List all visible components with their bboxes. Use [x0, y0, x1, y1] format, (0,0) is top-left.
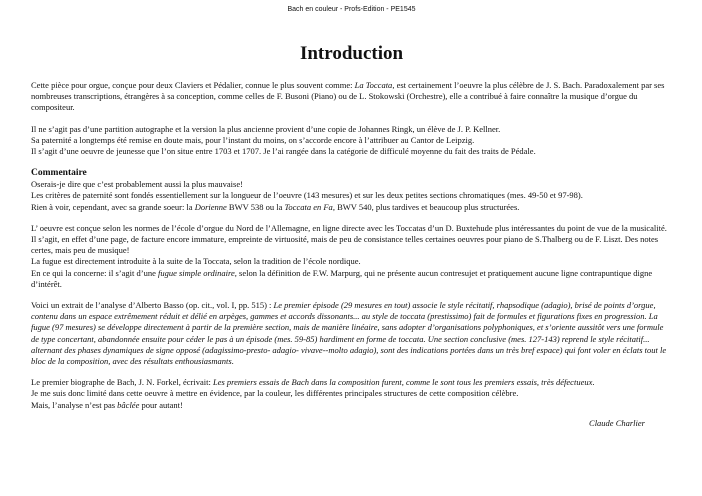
document-body — [31, 66, 672, 429]
intro-paragraph-2: Il ne s’agit pas d’une partition autographe et la version la plus ancienne provient d’une copie de Johannes Ringk, un élève de J. P. Kellner. Sa paternité a longtemps été remise en doute mais, pour l’instant du moins, on s’accorde encore à l’attribuer au Cantor de Leipzig. Il s’agit d’une oeuvre de jeunesse que l’on situe entre 1703 et 1707. Je l’ai rangée dans la catégorie de difficulé moyenne du fait des traits de Pédale. — [31, 123, 536, 157]
intro-paragraph-1: Cette pièce pour orgue, conçue pour deux Claviers et Pédalier, connue le plus souvent comme: La Toccata, est certainement l’oeuvre la plus célèbre de J. S. Bach. Paradoxalement par ses nombreuses transcriptions, étrangères à sa conception, comme celles de F. Busoni (Piano) ou de L. Stokowski (Orchestre), elle a contribué à faire connaître la musique d’orgue du compositeur. — [31, 80, 665, 113]
commentaire-paragraph-4-forkel: Le premier biographe de Bach, J. N. Forkel, écrivait: Les premiers essais de Bach dans la composition furent, comme le sont tous les premiers essais, très défectueux. Je me suis donc limité dans cette oeuvre à mettre en évidence, par la couleur, les différentes principales structures de cette composition célèbre. Mais, l’analyse n’est pas bâclée pour autant! — [31, 377, 595, 410]
author-signature: Claude Charlier — [589, 417, 645, 428]
page-title: Introduction — [299, 43, 404, 64]
commentaire-paragraph-2: L’ oeuvre est conçue selon les normes de l’école d’orgue du Nord de l’Allemagne, en ligne directe avec les Toccatas d’un D. Buxtehude plus intéressantes du point de vue de la musicalité. Il s’agit, en effet d’une page, de facture encore immature, empreinte de virtuosité, mais de peu de consistance telles certaines oeuvres pour piano de S.Thalberg ou de F. Liszt. Des notes certes, mais peu de musique! La fugue est directement introduite à la suite de la Toccata, selon la tradition de l’école nordique. En ce qui la concerne: il s’agit d’une fugue simple ordinaire, selon la définition de F.W. Marpurg, qui ne présente aucun contresujet et pratiquement aucune ligne contrapuntique digne d’intérêt. — [31, 222, 667, 289]
page-header: Bach en couleur - Profs-Edition - PE1545 — [287, 6, 416, 13]
commentaire-paragraph-3-basso-quote: Voici un extrait de l’analyse d’Alberto Basso (op. cit., vol. I, pp. 515) : Le premier épisode (29 mesures en tout) associe le style récitatif, rhapsodique (adagio), brisé de points d’orgue, contenu dans un espace extrêmement réduit et délié en arpèges, gammes et accords dissonants... au style de toccata (prestissimo) fait de formules et figurations fixes en progression. La fugue (97 mesures) se développe directement à partir de la première section, mais de manière linéaire, sans adopter d’organisations polyphoniques, et s’oriente aussitôt vers une formule de type concertant, abandonnée ensuite pour céder le pas à un épisode (mes. 59-85) hardiment en forme de toccata. Une section conclusive (mes. 127-143) reprend le style récitatif... alternant des phases dynamiques de signe opposé (adagissimo-presto- adagio- vivave--molto adagio), sont des indications portées dans un très bref espace) qui font voler en éclats tout le bloc de la composition, avec des résultats enthousiasmants. — [31, 300, 667, 367]
work-title-la-toccata: La Toccata — [354, 80, 393, 90]
commentaire-paragraph-1: Oserais-je dire que c’est probablement aussi la plus mauvaise! Les critères de paternité sont fondés essentiellement sur la longueur de l’oeuvre (143 mesures) et sur les deux petites sections chromatiques (mes. 49-50 et 97-98). Rien à voir, cependant, avec sa grande soeur: la Dorienne BWV 538 ou la Toccata en Fa, BWV 540, plus tardives et beaucoup plus structurées. — [31, 179, 583, 212]
section-heading-commentaire: Commentaire — [31, 168, 87, 179]
